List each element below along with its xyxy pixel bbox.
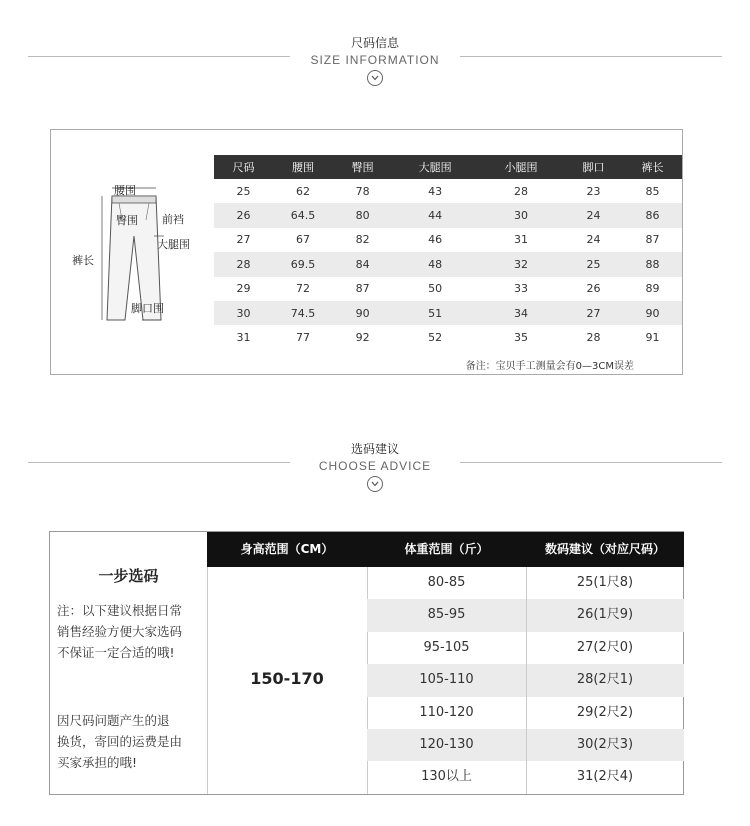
table-cell: 88 xyxy=(623,252,682,276)
step-title: 一步选码 xyxy=(98,567,159,585)
size-cell: 27(2尺0) xyxy=(576,639,634,655)
size-cell: 26(1尺9) xyxy=(576,607,634,623)
table-cell: 90 xyxy=(333,301,392,325)
size-cell: 25(1尺8) xyxy=(576,575,634,590)
table-cell: 92 xyxy=(355,331,370,345)
table-cell: 25 xyxy=(236,184,251,198)
advice-notes xyxy=(50,532,208,794)
table-cell: 72 xyxy=(296,282,311,296)
table-cell: 82 xyxy=(355,233,370,247)
table-cell: 27 xyxy=(236,233,251,247)
table-cell: 78 xyxy=(355,184,370,198)
table-cell: 24 xyxy=(564,203,623,227)
table-cell: 50 xyxy=(428,282,443,296)
header-cell: 数码建议（对应尺码） xyxy=(544,542,665,556)
table-cell: 28 xyxy=(214,252,273,276)
table-cell: 33 xyxy=(514,282,529,296)
size-cell: 31(2尺4) xyxy=(576,769,634,785)
table-row xyxy=(214,179,682,203)
header-cell: 腰围 xyxy=(273,155,333,179)
table-cell: 34 xyxy=(478,301,564,325)
table-cell: 51 xyxy=(392,301,478,325)
section-header-advice xyxy=(0,440,750,492)
size-table xyxy=(214,155,682,350)
diagram-label-leg-opening: 脚口围 xyxy=(131,302,164,315)
table-cell: 74.5 xyxy=(273,301,333,325)
table-cell: 26 xyxy=(214,203,273,227)
table-cell: 28 xyxy=(514,184,529,198)
weight-cell: 110-120 xyxy=(419,704,474,720)
diagram-label-hip: 臀围 xyxy=(116,214,138,227)
table-cell: 43 xyxy=(428,184,443,198)
table-row xyxy=(214,252,682,276)
table-cell: 32 xyxy=(478,252,564,276)
size-info-panel xyxy=(50,129,683,375)
header-cell: 小腿围 xyxy=(478,155,564,179)
table-row xyxy=(214,301,682,325)
size-cell: 29(2尺2) xyxy=(576,704,634,720)
table-cell: 67 xyxy=(296,233,311,247)
table-cell: 48 xyxy=(392,252,478,276)
note-line: 销售经验方便大家选码 xyxy=(57,624,183,639)
note-line: 不保证一定合适的哦! xyxy=(57,645,175,660)
pants-measurement-diagram xyxy=(64,178,194,328)
header-cell: 身高范围（CM） xyxy=(240,542,334,556)
section-title-cn: 尺码信息 xyxy=(350,36,399,50)
chevron-down-icon xyxy=(367,70,383,86)
table-cell: 89 xyxy=(645,282,660,296)
header-cell: 尺码 xyxy=(214,155,273,179)
table-cell: 30 xyxy=(214,301,273,325)
weight-cell: 80-85 xyxy=(427,575,466,590)
table-cell: 87 xyxy=(645,233,660,247)
size-advice-panel xyxy=(49,531,684,795)
table-cell: 62 xyxy=(296,184,311,198)
note-line: 注：以下建议根据日常 xyxy=(57,603,183,618)
table-cell: 35 xyxy=(514,331,529,345)
section-title-cn: 选码建议 xyxy=(350,442,399,456)
weight-cell: 95-105 xyxy=(423,639,470,655)
table-cell: 86 xyxy=(623,203,682,227)
advice-note-2 xyxy=(57,710,207,773)
table-cell: 27 xyxy=(564,301,623,325)
table-cell: 28 xyxy=(586,331,601,345)
table-row xyxy=(214,203,682,227)
height-range-cell xyxy=(207,567,368,794)
table-cell: 29 xyxy=(236,282,251,296)
header-cell: 脚口 xyxy=(564,155,623,179)
weight-cell: 105-110 xyxy=(419,672,474,688)
table-cell: 46 xyxy=(428,233,443,247)
table-cell: 77 xyxy=(296,331,311,345)
diagram-label-length: 裤长 xyxy=(72,254,94,267)
header-cell: 体重范围（斤） xyxy=(404,542,489,556)
column-divider xyxy=(526,567,527,794)
table-row xyxy=(214,277,682,301)
size-cell: 30(2尺3) xyxy=(576,737,634,752)
table-cell: 84 xyxy=(333,252,392,276)
diagram-label-thigh: 大腿围 xyxy=(157,238,190,251)
table-cell: 52 xyxy=(428,331,443,345)
note-line: 买家承担的哦! xyxy=(57,755,138,770)
table-cell: 31 xyxy=(236,331,251,345)
diagram-label-front-rise: 前裆 xyxy=(162,213,184,226)
table-cell: 90 xyxy=(623,301,682,325)
height-range-value: 150-170 xyxy=(250,669,324,688)
table-cell: 25 xyxy=(564,252,623,276)
section-title-en: SIZE INFORMATION xyxy=(310,53,440,67)
section-title-en: CHOOSE ADVICE xyxy=(318,459,432,473)
header-cell: 裤长 xyxy=(623,155,682,179)
note-line: 因尺码问题产生的退 xyxy=(57,713,170,728)
note-line: 换货，寄回的运费是由 xyxy=(57,734,183,749)
weight-cell: 130以上 xyxy=(421,769,472,785)
weight-cell: 120-130 xyxy=(419,737,474,752)
table-cell: 44 xyxy=(392,203,478,227)
header-cell: 臀围 xyxy=(333,155,392,179)
chevron-down-icon xyxy=(367,476,383,492)
table-cell: 85 xyxy=(645,184,660,198)
table-cell: 91 xyxy=(645,331,660,345)
table-cell: 23 xyxy=(586,184,601,198)
section-header-size xyxy=(0,34,750,86)
table-cell: 87 xyxy=(355,282,370,296)
measurement-note: 备注：宝贝手工测量会有0—3CM误差 xyxy=(465,361,634,372)
table-cell: 31 xyxy=(514,233,529,247)
table-cell: 69.5 xyxy=(273,252,333,276)
size-table-header xyxy=(214,155,682,179)
header-cell: 大腿围 xyxy=(392,155,478,179)
table-cell: 64.5 xyxy=(273,203,333,227)
diagram-label-waist: 腰围 xyxy=(114,184,136,197)
advice-table-header xyxy=(207,532,684,567)
weight-cell: 85-95 xyxy=(427,607,466,623)
size-cell: 28(2尺1) xyxy=(576,672,634,688)
table-row xyxy=(214,228,682,252)
table-row xyxy=(214,325,682,349)
advice-note-1 xyxy=(57,600,207,663)
table-cell: 26 xyxy=(586,282,601,296)
table-cell: 30 xyxy=(478,203,564,227)
table-cell: 24 xyxy=(586,233,601,247)
table-cell: 80 xyxy=(333,203,392,227)
